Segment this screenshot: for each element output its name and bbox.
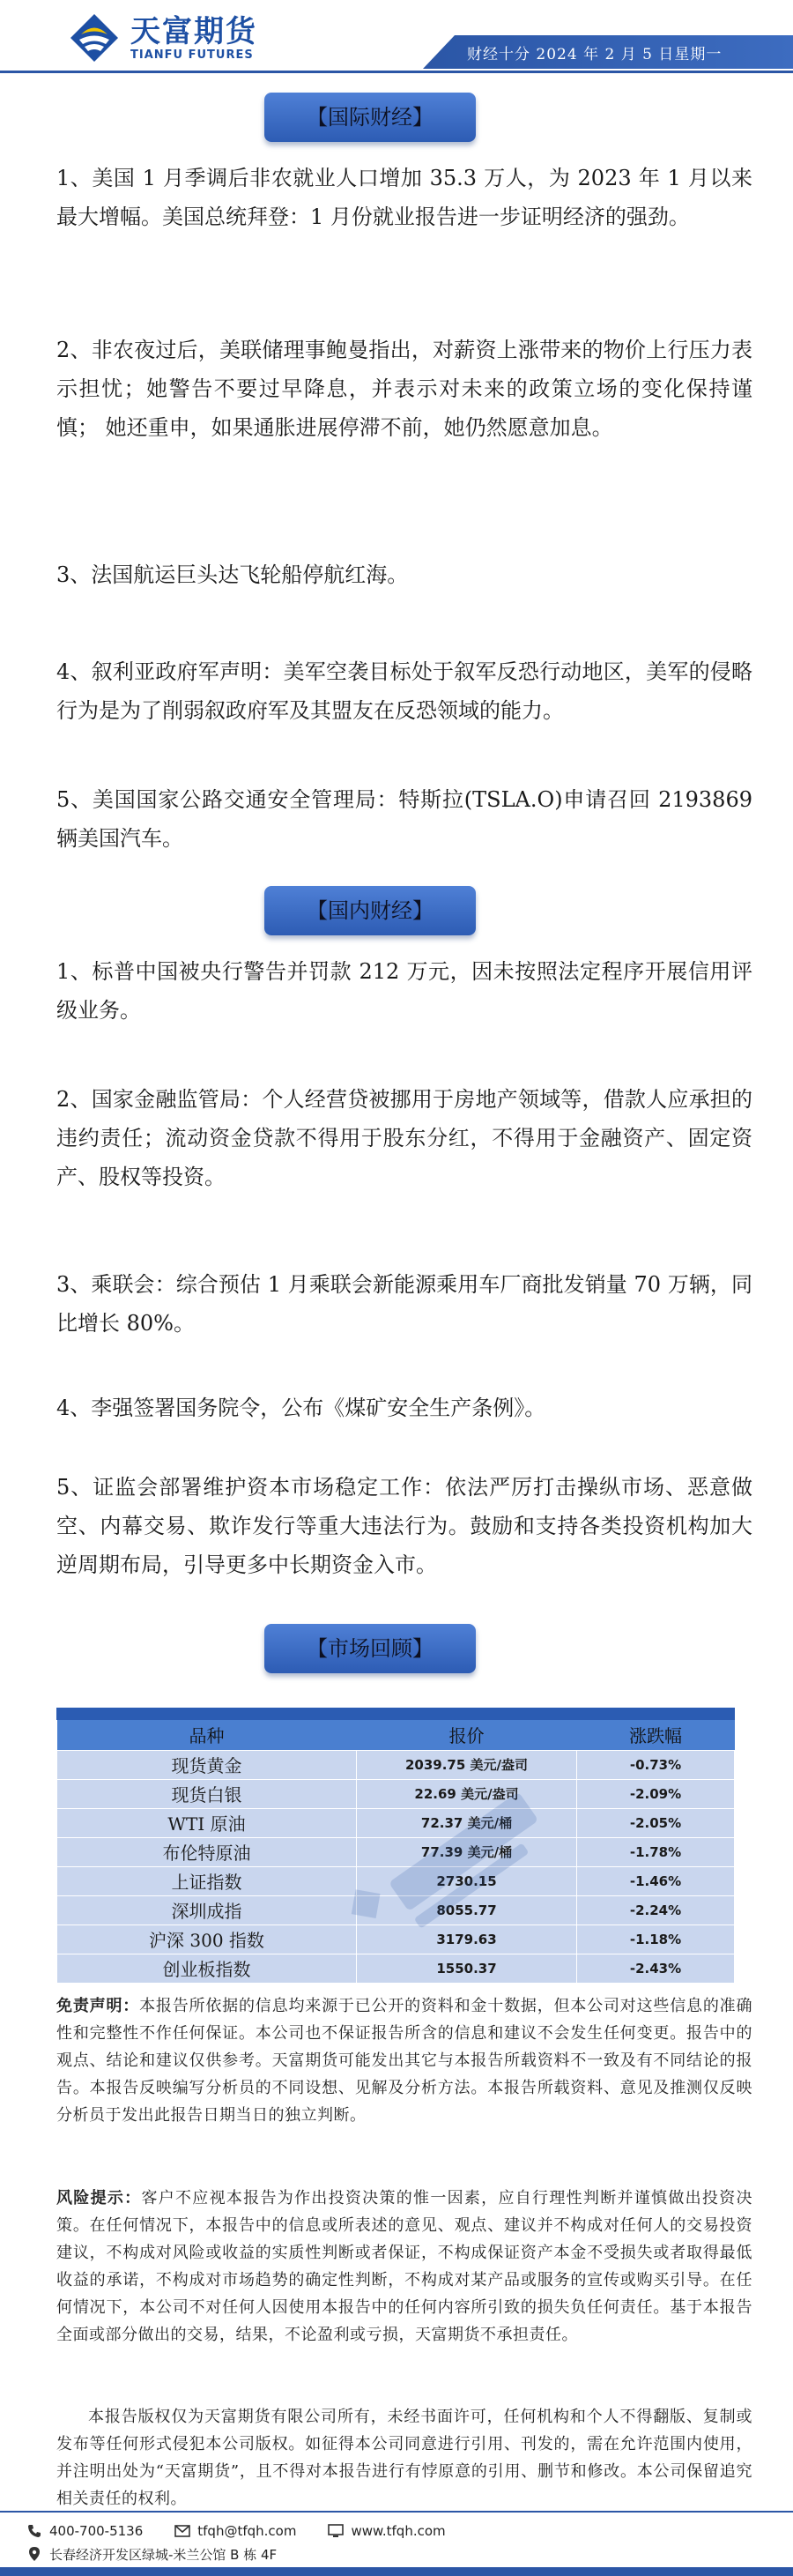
domestic-news-item-4: 4、李强签署国务院令，公布《煤矿安全生产条例》。 [56,1396,546,1420]
instrument-name: 现货黄金 [57,1750,357,1779]
instrument-change: -1.46% [577,1866,735,1895]
table-top-bar [56,1708,735,1720]
risk-warning-text: 客户不应视本报告为作出投资决策的惟一因素，应自行理性判断并谨慎做出投资决策。在任何情况下，本报告中的信息或所表述的意见、观点、建议并不构成对任何人的交易投资建议，不构成对风险或收益的实质性判断或者保证，不构成保证资产本金不受损失或者取得最低收益的承诺，不构成对市场趋势的确定性判断，不构成对某产品或服务的宣传或购买引导。在任何情况下，本公司不对任何人因使用本报告中的任何内容所引致的损失负任何责任。基于本报告全面或部分做出的交易，结果，不论盈利或亏损，天富期货不承担责任。 [56,2189,752,2344]
page-footer [26,2520,478,2565]
instrument-price: 8055.77 [357,1895,577,1925]
instrument-price: 1550.37 [357,1954,577,1983]
page-header [0,0,793,76]
copyright-paragraph: 本报告版权仅为天富期货有限公司所有，未经书面许可，任何机构和个人不得翻版、复制或发布等任何形式侵犯本公司版权。如征得本公司同意进行引用、刊发的，需在允许范围内使用，并注明出处为“天富期货”，且不得对本报告进行有悖原意的引用、删节和修改。本公司保留追究相关责任的权利。 [56,2408,752,2508]
disclaimer-paragraph [56,1992,752,2129]
disclaimer-text: 本报告所依据的信息均来源于已公开的资料和金十数据，但本公司对这些信息的准确性和完整性不作任何保证。本公司也不保证报告所含的信息和建议不会发生任何变更。报告中的观点、结论和建议仅供参考。天富期货可能发出其它与本报告所载资料不一致及有不同结论的报告。本报告反映编写分析员的不同设想、见解及分析方法。本报告所载资料、意见及推测仅反映分析员于发出此报告日期当日的独立判断。 [56,1997,753,2125]
email-icon [174,2523,190,2539]
instrument-name: 深圳成指 [57,1895,357,1925]
table-row [57,1808,735,1837]
instrument-price: 2039.75 美元/盎司 [357,1750,577,1779]
tianfu-logo-icon [69,12,120,63]
domestic-news-item-2: 2、国家金融监管局：个人经营贷被挪用于房地产领域等，借款人应承担的违约责任；流动资金贷款不得用于股东分红，不得用于金融资产、固定资产、股权等投资。 [56,1087,752,1189]
risk-warning-paragraph [56,2185,752,2349]
table-row [57,1866,735,1895]
footer-address [26,2545,277,2564]
instrument-name: WTI 原油 [57,1808,357,1837]
header-divider [0,71,793,73]
instrument-name: 现货白银 [57,1779,357,1808]
table-row [57,1837,735,1866]
intl-news-item-3: 3、法国航运巨头达飞轮船停航红海。 [56,562,409,587]
report-date: 财经十分 2024 年 2 月 5 日星期一 [467,46,723,63]
website-url[interactable]: www.tfqh.com [351,2523,446,2539]
instrument-change: -2.43% [577,1954,735,1983]
instrument-change: -2.09% [577,1779,735,1808]
domestic-news-item-5: 5、证监会部署维护资本市场稳定工作：依法严厉打击操纵市场、恶意做空、内幕交易、欺诈发行等重大违法行为。鼓励和支持各类投资机构加大逆周期布局，引导更多中长期资金入市。 [56,1475,752,1577]
instrument-price: 72.37 美元/桶 [357,1808,577,1837]
intl-news-item-2: 2、非农夜过后，美联储理事鲍曼指出，对薪资上涨带来的物价上行压力表示担忧；她警告不要过早降息，并表示对未来的政策立场的变化保持谨慎； 她还重申，如果通胀进展停滞不前，她仍然愿意加息。 [56,338,752,440]
disclaimer-label: 免责声明： [56,1997,140,2015]
instrument-name: 创业板指数 [57,1954,357,1983]
table-row [57,1750,735,1779]
table-row [57,1954,735,1983]
logo-english-name: TIANFU FUTURES [130,48,254,62]
market-table [56,1708,735,1984]
column-header-name: 品种 [57,1720,357,1750]
phone-number: 400-700-5136 [49,2523,144,2539]
email-address[interactable]: tfqh@tfqh.com [197,2523,297,2539]
footer-bar [0,2567,793,2576]
logo-chinese-name: 天富期货 [130,13,257,49]
website-icon [328,2523,344,2539]
footer-website [328,2523,445,2539]
section-title-domestic: 【国内财经】 [264,886,476,935]
risk-warning-label: 风险提示： [56,2189,142,2207]
table-row [57,1779,735,1808]
footer-email [174,2523,296,2539]
instrument-price: 77.39 美元/桶 [357,1837,577,1866]
intl-news-item-1: 1、美国 1 月季调后非农就业人口增加 35.3 万人，为 2023 年 1 月以来最大增幅。美国总统拜登：1 月份就业报告进一步证明经济的强劲。 [56,166,752,229]
instrument-name: 沪深 300 指数 [57,1925,357,1954]
domestic-news-item-3: 3、乘联会：综合预估 1 月乘联会新能源乘用车厂商批发销量 70 万辆，同比增长 80%。 [56,1272,752,1336]
intl-news-item-5: 5、美国国家公路交通安全管理局：特斯拉(TSLA.O)申请召回 2193869 辆美国汽车。 [56,787,752,851]
footer-phone [26,2523,143,2539]
instrument-change: -1.78% [577,1837,735,1866]
table-row [57,1925,735,1954]
instrument-change: -2.24% [577,1895,735,1925]
instrument-change: -0.73% [577,1750,735,1779]
instrument-change: -2.05% [577,1808,735,1837]
instrument-price: 22.69 美元/盎司 [357,1779,577,1808]
section-title-market: 【市场回顾】 [264,1624,476,1673]
instrument-price: 2730.15 [357,1866,577,1895]
intl-news-item-4: 4、叙利亚政府军声明：美军空袭目标处于叙军反恐行动地区，美军的侵略行为是为了削弱叙政府军及其盟友在反恐领域的能力。 [56,659,752,723]
instrument-name: 布伦特原油 [57,1837,357,1866]
table-row [57,1895,735,1925]
table-header-row [57,1720,735,1750]
footer-divider [0,2511,793,2513]
company-address: 长春经济开发区绿城-米兰公馆 B 栋 4F [49,2546,278,2563]
instrument-change: -1.18% [577,1925,735,1954]
section-title-international: 【国际财经】 [264,93,476,142]
column-header-price: 报价 [357,1720,577,1750]
company-logo [69,12,257,63]
location-pin-icon [26,2546,42,2562]
instrument-price: 3179.63 [357,1925,577,1954]
domestic-news-item-1: 1、标普中国被央行警告并罚款 212 万元，因未按照法定程序开展信用评级业务。 [56,959,752,1023]
phone-icon [26,2523,42,2539]
column-header-change: 涨跌幅 [577,1720,735,1750]
instrument-name: 上证指数 [57,1866,357,1895]
